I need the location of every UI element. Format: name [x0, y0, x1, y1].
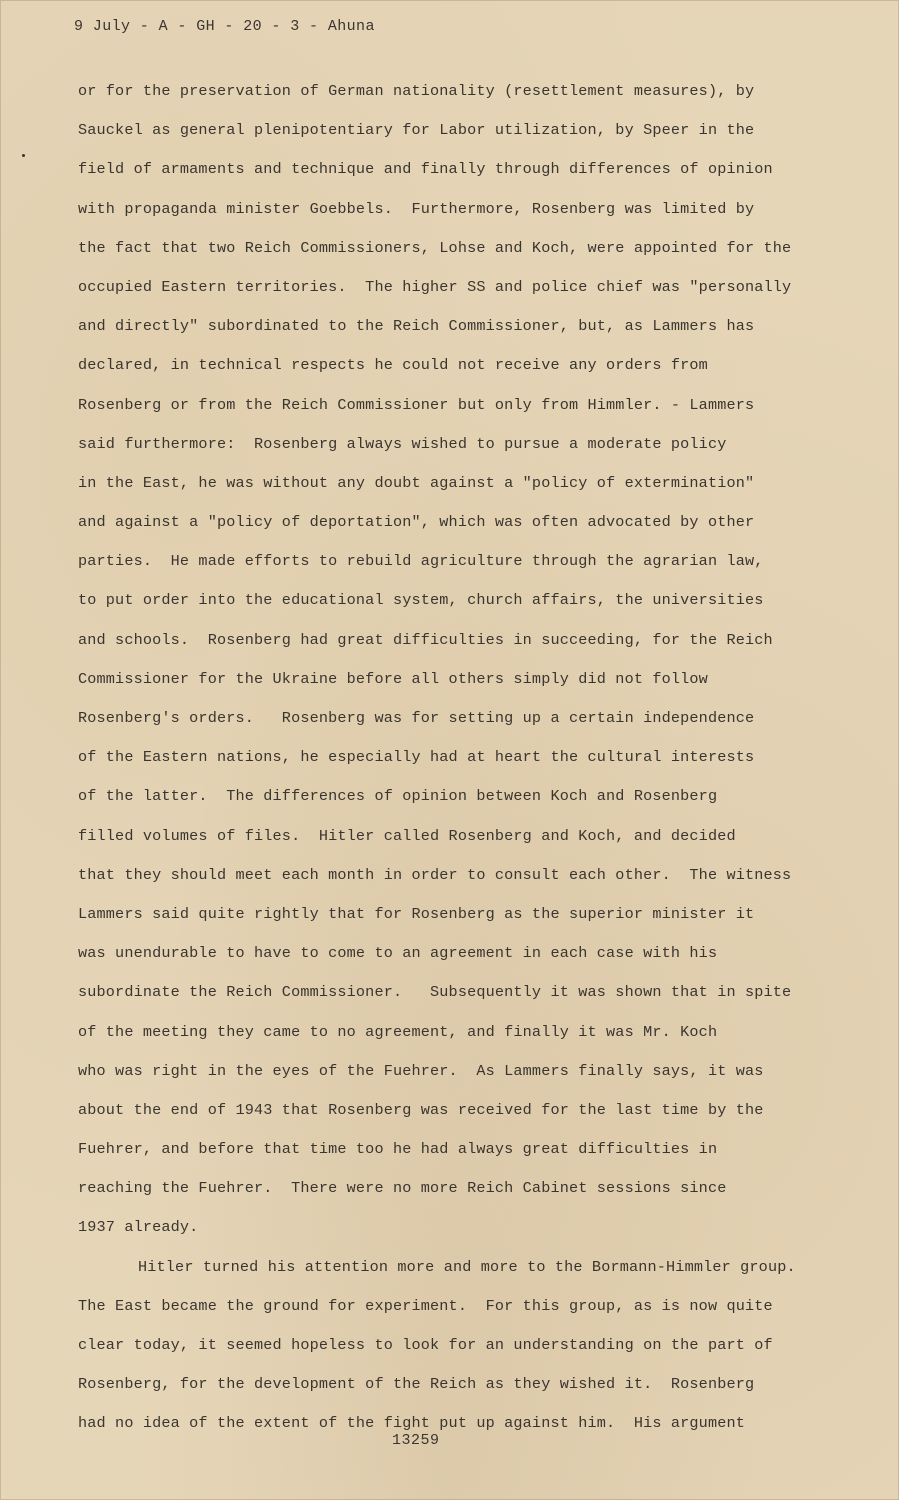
text-line: reaching the Fuehrer. There were no more Reich Cabinet sessions since: [78, 1179, 727, 1198]
text-line: The East became the ground for experiment. For this group, as is now quite: [78, 1296, 773, 1315]
text-line: said furthermore: Rosenberg always wished to pursue a moderate policy: [78, 434, 727, 453]
text-line: of the latter. The differences of opinion between Koch and Rosenberg: [78, 787, 718, 806]
page-header-reference: 9 July - A - GH - 20 - 3 - Ahuna: [74, 18, 375, 35]
text-line: the fact that two Reich Commissioners, Lohse and Koch, were appointed for the: [78, 238, 792, 257]
text-line: to put order into the educational system, church affairs, the universities: [78, 591, 764, 610]
text-line: of the meeting they came to no agreement, and finally it was Mr. Koch: [78, 1022, 718, 1041]
text-line: about the end of 1943 that Rosenberg was received for the last time by the: [78, 1100, 764, 1119]
text-line: of the Eastern nations, he especially had at heart the cultural interests: [78, 748, 755, 767]
text-line: who was right in the eyes of the Fuehrer. As Lammers finally says, it was: [78, 1061, 764, 1080]
text-line: 1937 already.: [78, 1218, 199, 1237]
text-line: parties. He made efforts to rebuild agriculture through the agrarian law,: [78, 552, 764, 571]
document-body: [78, 72, 838, 1444]
text-line: subordinate the Reich Commissioner. Subsequently it was shown that in spite: [78, 983, 792, 1002]
text-line: and against a "policy of deportation", which was often advocated by other: [78, 513, 755, 532]
text-line: clear today, it seemed hopeless to look for an understanding on the part of: [78, 1336, 773, 1354]
text-line: and directly" subordinated to the Reich Commissioner, but, as Lammers has: [78, 317, 755, 336]
text-line: or for the preservation of German nationality (resettlement measures), by: [78, 82, 755, 100]
text-line: occupied Eastern territories. The higher SS and police chief was "personally: [78, 277, 792, 296]
text-line: Commissioner for the Ukraine before all others simply did not follow: [78, 669, 708, 688]
text-line: with propaganda minister Goebbels. Furthermore, Rosenberg was limited by: [78, 199, 755, 218]
text-line: Rosenberg or from the Reich Commissioner but only from Himmler. - Lammers: [78, 395, 755, 414]
text-line-paragraph-start: Hitler turned his attention more and more to the Bormann-Himmler group.: [138, 1257, 796, 1276]
text-line: that they should meet each month in order to consult each other. The witness: [78, 865, 792, 884]
text-line: Rosenberg's orders. Rosenberg was for setting up a certain independence: [78, 709, 755, 727]
text-line: was unendurable to have to come to an agreement in each case with his: [78, 944, 718, 963]
text-line: Sauckel as general plenipotentiary for Labor utilization, by Speer in the: [78, 121, 755, 140]
text-line: Fuehrer, and before that time too he had always great difficulties in: [78, 1140, 718, 1159]
text-line: Rosenberg, for the development of the Reich as they wished it. Rosenberg: [78, 1375, 755, 1394]
text-line: in the East, he was without any doubt against a "policy of extermination": [78, 473, 755, 492]
margin-mark: [22, 154, 25, 157]
text-line: declared, in technical respects he could not receive any orders from: [78, 356, 708, 375]
text-line: filled volumes of files. Hitler called Rosenberg and Koch, and decided: [78, 826, 736, 845]
text-line: had no idea of the extent of the fight put up against him. His argument: [78, 1414, 746, 1433]
text-line: and schools. Rosenberg had great difficulties in succeeding, for the Reich: [78, 630, 773, 649]
page-number: 13259: [392, 1432, 440, 1449]
text-line: field of armaments and technique and finally through differences of opinion: [78, 160, 773, 179]
text-line: Lammers said quite rightly that for Rosenberg as the superior minister it: [78, 904, 755, 923]
